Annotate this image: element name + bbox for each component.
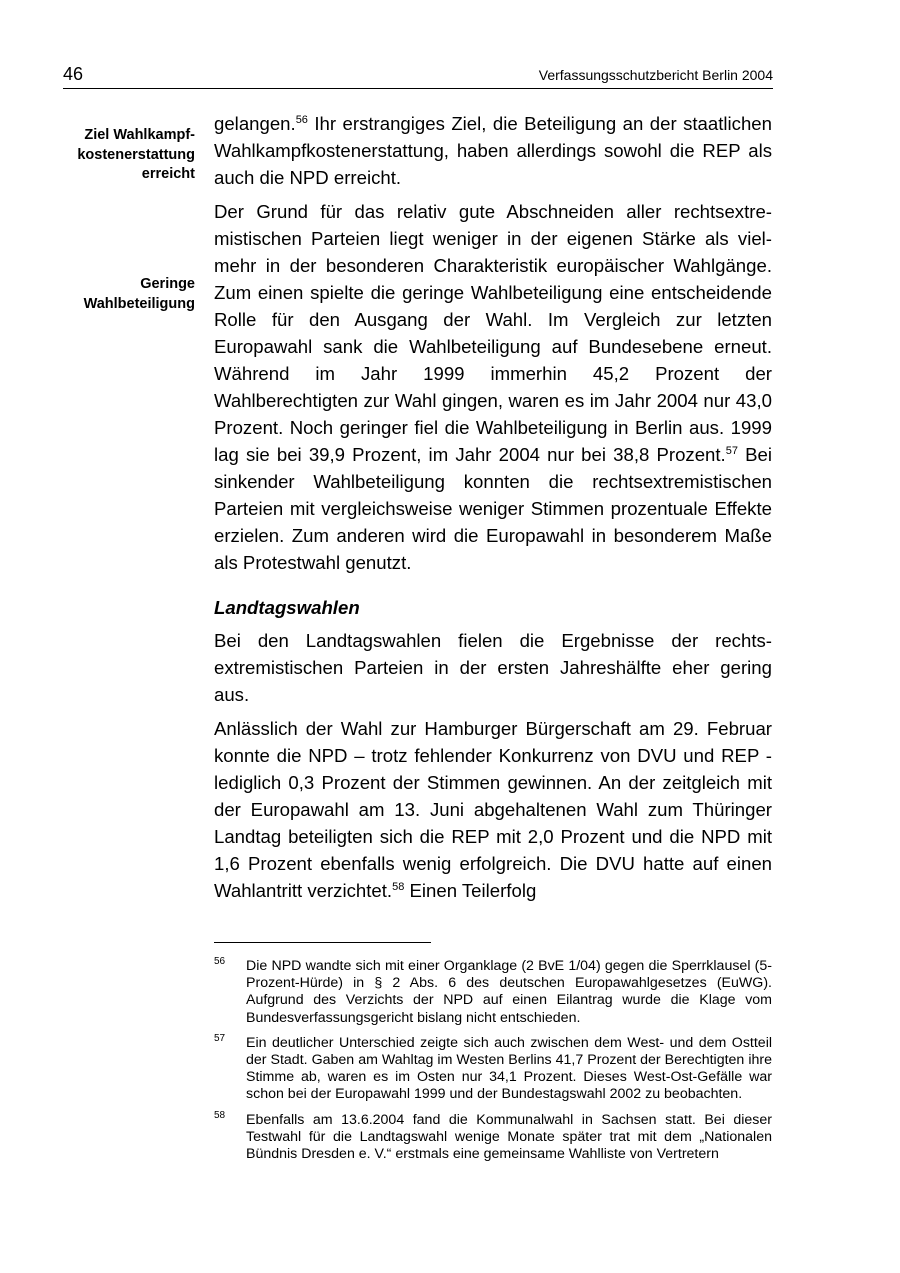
- footnote-text: Ein deutlicher Unterschied zeigte sich auch zwischen dem West- und dem Ostteil der Stadt. Gaben am Wahltag im Westen Berlins 41,7 Prozent der Berechtigten ihre Stimme ab, waren es im Osten nur 34,1 Prozent. Dieses West-Ost-Gefälle war schon bei der Europawahl 1999 und der Bundestagswahl 2002 zu beobachten.: [246, 1034, 772, 1103]
- footnote-number: 58: [214, 1109, 226, 1121]
- paragraph-4: Anlässlich der Wahl zur Hamburger Bürgerschaft am 29. Februar konnte die NPD – trotz fehlender Konkurrenz von DVU und REP - lediglich 0,3 Prozent der Stimmen gewinnen. An der zeitgleich mit der Europawahl am 13. Juni abgehaltenen Wahl zum Thüringer Landtag beteiligten sich die REP mit 2,0 Prozent und die NPD mit 1,6 Prozent ebenfalls wenig erfolgreich. Die DVU hatte auf einen Wahlantritt verzichtet.$^{58}$ Einen Teilerfolg: [214, 718, 772, 901]
- margin-note-line: Geringe: [140, 276, 195, 292]
- footnotes: [214, 958, 772, 1171]
- footnote-56: [214, 958, 772, 1027]
- paragraph-2: Der Grund für das relativ gute Abschneiden aller rechtsextremistischen Parteien liegt weniger in der eigenen Stärke als vielmehr in der besonderen Charakteristik europäischer Wahlgänge. Zum einen spielte die geringe Wahlbeteiligung eine entscheidende Rolle für den Ausgang der Wahl. Im Vergleich zur letzten Europawahl sank die Wahlbeteiligung auf Bundesebene erneut. Während im Jahr 1999 immerhin 45,2 Prozent der Wahlberechtigten zur Wahl gingen, waren es im Jahr 2004 nur 43,0 Prozent. Noch geringer fiel die Wahlbeteiligung in Berlin aus. 1999 lag sie bei 39,9 Prozent, im Jahr 2004 nur bei 38,8 Prozent.$^{57}$ Bei sinkender Wahlbeteiligung konnten die rechtsextremistischen Parteien mit vergleichsweise weniger Stimmen prozentuale Effekte erzielen. Zum anderen wird die Europawahl in besonderem Maße als Protestwahl genutzt.: [214, 201, 772, 573]
- page-header: [63, 64, 773, 89]
- margin-note-line: erreicht: [141, 166, 195, 182]
- footnote-number: 57: [214, 1032, 226, 1044]
- footnote-number: 56: [214, 956, 226, 967]
- page-number: 46: [63, 64, 84, 84]
- footnote-58: [214, 1109, 772, 1164]
- margin-note-wahlbeteiligung: [84, 275, 195, 314]
- main-text: [214, 110, 772, 911]
- margin-note-line: Ziel Wahlkampf-: [84, 127, 195, 143]
- margin-note-line: kostenerstattung: [77, 146, 195, 163]
- margin-note-wahlkampfkosten: [77, 126, 195, 185]
- footnote-ref-56[interactable]: 56: [295, 114, 308, 126]
- paragraph-1: gelangen.$^{56}$ Ihr erstrangiges Ziel, die Beteiligung an der staatlichen Wahlkampfkostenerstattung, haben allerdings sowohl die REP als auch die NPD erreicht.: [214, 113, 772, 188]
- paragraph-3: Bei den Landtagswahlen fielen die Ergebnisse der rechtsextremistischen Parteien in der ersten Jahreshälfte eher gering aus.: [214, 630, 772, 705]
- footnote-separator: [214, 942, 431, 943]
- section-heading: Landtagswahlen: [214, 597, 360, 618]
- margin-note-line: Wahlbeteiligung: [83, 295, 195, 312]
- footnote-57: [214, 1032, 772, 1104]
- footnote-text: Ebenfalls am 13.6.2004 fand die Kommunalwahl in Sachsen statt. Bei dieser Testwahl für die Landtagswahl wenige Monate später trat mit dem „Nationalen Bündnis Dresden e. V.“ erstmals eine gemeinsame Wahlliste von Vertretern: [246, 1111, 772, 1163]
- running-title: Verfassungsschutzbericht Berlin 2004: [538, 67, 773, 83]
- footnote-ref-57[interactable]: 57: [725, 445, 738, 457]
- footnote-ref-58[interactable]: 58: [392, 881, 405, 893]
- footnote-text: Die NPD wandte sich mit einer Organklage (2 BvE 1/04) gegen die Sperrklausel (5-Prozent-Hürde) in § 2 Abs. 6 des deutschen Europawahlgesetzes (EuWG). Aufgrund des Verzichts der NPD auf einen Eilantrag wurde die Klage vom Bundesverfassungsgericht bislang nicht entschieden.: [246, 958, 772, 1026]
